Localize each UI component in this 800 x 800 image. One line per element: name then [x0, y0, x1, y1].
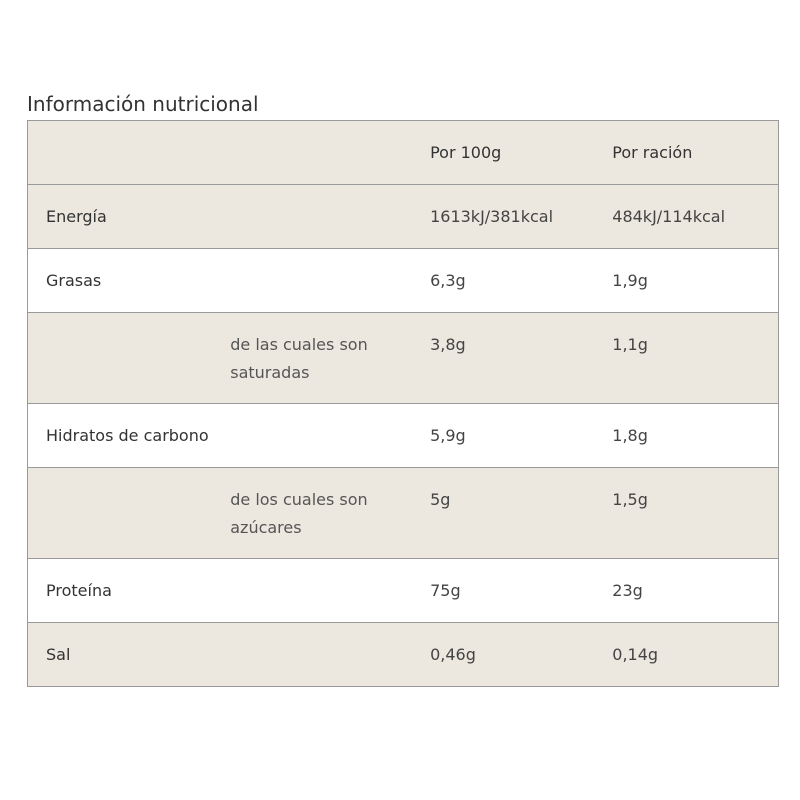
nutrient-label: Hidratos de carbono	[28, 404, 231, 468]
nutrition-table	[27, 120, 779, 687]
value-per-serving: 1,8g	[612, 404, 778, 468]
nutrient-label: Sal	[28, 623, 231, 687]
nutrient-label	[28, 313, 231, 404]
nutrient-sublabel	[230, 404, 430, 468]
nutrient-label: Grasas	[28, 249, 231, 313]
nutrient-sublabel	[230, 185, 430, 249]
value-per-serving: 0,14g	[612, 623, 778, 687]
nutrient-label: Proteína	[28, 559, 231, 623]
table-row-fat	[28, 249, 779, 313]
nutrient-label	[28, 468, 231, 559]
header-sub	[230, 121, 430, 185]
nutrient-label: Energía	[28, 185, 231, 249]
value-per-serving: 484kJ/114kcal	[612, 185, 778, 249]
value-per-100g: 3,8g	[430, 313, 612, 404]
value-per-100g: 6,3g	[430, 249, 612, 313]
nutrient-sublabel	[230, 249, 430, 313]
header-per-serving: Por ración	[612, 121, 778, 185]
table-row-protein	[28, 559, 779, 623]
header-nutrient	[28, 121, 231, 185]
table-row-carbohydrates	[28, 404, 779, 468]
value-per-100g: 75g	[430, 559, 612, 623]
value-per-100g: 0,46g	[430, 623, 612, 687]
nutrient-sublabel: de los cuales son azúcares	[230, 468, 430, 559]
value-per-serving: 23g	[612, 559, 778, 623]
header-per-100g: Por 100g	[430, 121, 612, 185]
value-per-100g: 5,9g	[430, 404, 612, 468]
section-heading: Información nutricional	[27, 92, 259, 116]
table-row-saturated-fat	[28, 313, 779, 404]
value-per-serving: 1,1g	[612, 313, 778, 404]
table-header-row	[28, 121, 779, 185]
value-per-serving: 1,5g	[612, 468, 778, 559]
table-row-energy	[28, 185, 779, 249]
table-row-sugars	[28, 468, 779, 559]
value-per-100g: 5g	[430, 468, 612, 559]
table-row-salt	[28, 623, 779, 687]
value-per-serving: 1,9g	[612, 249, 778, 313]
value-per-100g: 1613kJ/381kcal	[430, 185, 612, 249]
nutrient-sublabel	[230, 559, 430, 623]
nutrient-sublabel: de las cuales son saturadas	[230, 313, 430, 404]
nutrient-sublabel	[230, 623, 430, 687]
